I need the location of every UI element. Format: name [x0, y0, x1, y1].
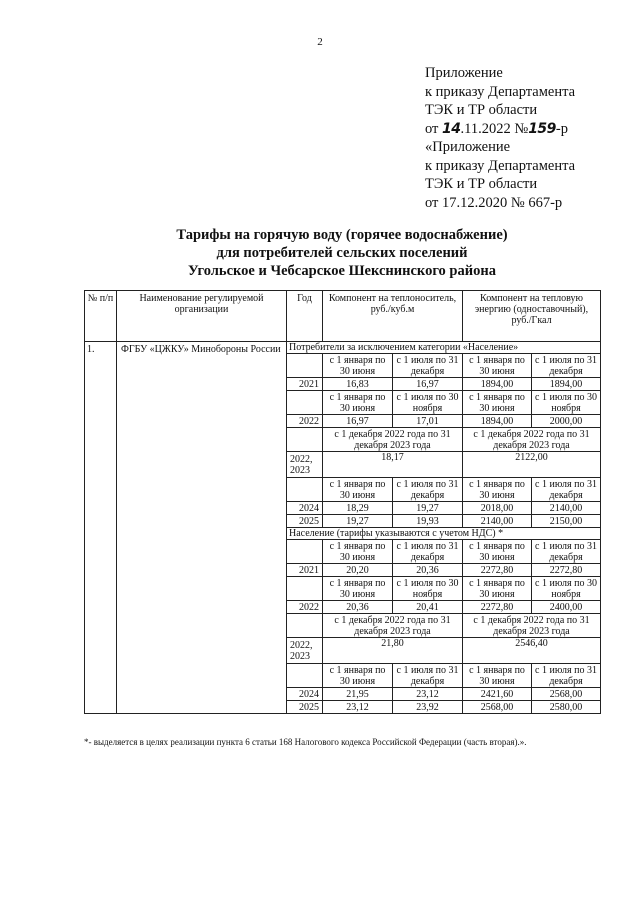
value-cell: 2140,00 — [463, 515, 532, 528]
value-cell: 21,80 — [323, 638, 463, 664]
period-cell: с 1 декабря 2022 года по 31 декабря 2023 года — [323, 428, 463, 452]
period-cell: с 1 января по 30 июня — [323, 577, 393, 601]
value-cell: 2000,00 — [532, 415, 601, 428]
appendix-line: к приказу Департамента — [425, 83, 576, 100]
handwritten-order-number: 159 — [528, 120, 556, 137]
value-cell: 2122,00 — [463, 452, 601, 478]
value-cell: 19,27 — [393, 502, 463, 515]
period-cell: с 1 июля по 31 декабря — [393, 664, 463, 688]
period-cell: с 1 января по 30 июня — [323, 664, 393, 688]
value-cell: 18,29 — [323, 502, 393, 515]
value-cell: 20,20 — [323, 564, 393, 577]
value-cell: 2018,00 — [463, 502, 532, 515]
year-cell: 2021 — [287, 564, 323, 577]
appendix-date-suffix: -р — [555, 120, 569, 137]
year-cell: 2025 — [287, 515, 323, 528]
period-cell: с 1 января по 30 июня — [323, 540, 393, 564]
year-cell: 2021 — [287, 378, 323, 391]
value-cell: 21,95 — [323, 688, 393, 701]
tariff-table — [84, 290, 601, 714]
year-cell — [287, 540, 323, 564]
period-cell: с 1 июля по 31 декабря — [532, 478, 601, 502]
year-cell: 2024 — [287, 688, 323, 701]
period-cell: с 1 января по 30 июня — [463, 391, 532, 415]
value-cell: 2272,80 — [463, 601, 532, 614]
header-energy-component: Компонент на тепловую энергию (одноставочный), руб./Гкал — [463, 291, 601, 342]
value-cell: 23,92 — [393, 701, 463, 714]
value-cell: 20,41 — [393, 601, 463, 614]
value-cell: 18,17 — [323, 452, 463, 478]
period-cell: с 1 января по 30 июня — [463, 664, 532, 688]
header-num: № п/п — [85, 291, 117, 342]
year-cell — [287, 614, 323, 638]
value-cell: 16,97 — [323, 415, 393, 428]
value-cell: 2272,80 — [532, 564, 601, 577]
value-cell: 23,12 — [323, 701, 393, 714]
period-cell: с 1 декабря 2022 года по 31 декабря 2023 года — [323, 614, 463, 638]
year-cell: 2022 — [287, 601, 323, 614]
year-cell — [287, 391, 323, 415]
handwritten-day: 14 — [442, 120, 461, 137]
year-cell — [287, 428, 323, 452]
period-cell: с 1 июля по 31 декабря — [532, 664, 601, 688]
period-cell: с 1 июля по 31 декабря — [393, 478, 463, 502]
title-line: Угольское и Чебсарское Шекснинского района — [188, 263, 496, 279]
appendix-block — [425, 64, 575, 212]
period-cell: с 1 января по 30 июня — [463, 478, 532, 502]
period-cell: с 1 января по 30 июня — [323, 478, 393, 502]
footnote: *- выделяется в целях реализации пункта 6 статьи 168 Налогового кодекса Российской Федерации (часть вторая).». — [84, 737, 527, 747]
value-cell: 2140,00 — [532, 502, 601, 515]
period-cell: с 1 июля по 31 декабря — [393, 354, 463, 378]
year-cell: 2022 — [287, 415, 323, 428]
title-line: для потребителей сельских поселений — [216, 245, 468, 261]
value-cell: 1894,00 — [463, 415, 532, 428]
page-number: 2 — [317, 36, 323, 48]
appendix-line: ТЭК и ТР области — [425, 102, 538, 118]
period-cell: с 1 января по 30 июня — [323, 354, 393, 378]
value-cell: 1894,00 — [532, 378, 601, 391]
value-cell: 2546,40 — [463, 638, 601, 664]
value-cell: 2421,60 — [463, 688, 532, 701]
appendix-line: «Приложение — [425, 139, 511, 155]
value-cell: 23,12 — [393, 688, 463, 701]
header-organization: Наименование регулируемой организации — [117, 291, 287, 342]
document-title — [0, 226, 640, 280]
appendix-date-prefix: от — [425, 120, 439, 137]
period-cell: с 1 июля по 31 декабря — [532, 354, 601, 378]
period-cell: с 1 июля по 31 декабря — [393, 540, 463, 564]
year-cell: 2022, 2023 — [287, 452, 323, 478]
period-cell: с 1 июля по 30 ноября — [532, 577, 601, 601]
category-label: Население (тарифы указываются с учетом НДС) * — [287, 528, 601, 540]
period-cell: с 1 декабря 2022 года по 31 декабря 2023 года — [463, 614, 601, 638]
value-cell: 2568,00 — [532, 688, 601, 701]
value-cell: 1894,00 — [463, 378, 532, 391]
category-label: Потребители за исключением категории «Население» — [287, 342, 601, 354]
value-cell: 16,97 — [393, 378, 463, 391]
organization-name: ФГБУ «ЦЖКУ» Минобороны России — [117, 342, 287, 714]
appendix-date-line — [425, 120, 575, 139]
appendix-line: Приложение — [425, 65, 503, 81]
appendix-date-mid: .11.2022 № — [460, 120, 529, 137]
title-line: Тарифы на горячую воду (горячее водоснабжение) — [176, 227, 508, 243]
value-cell: 2400,00 — [532, 601, 601, 614]
value-cell: 19,27 — [323, 515, 393, 528]
year-cell — [287, 478, 323, 502]
value-cell: 19,93 — [393, 515, 463, 528]
appendix-line: к приказу Департамента — [425, 157, 576, 174]
value-cell: 20,36 — [323, 601, 393, 614]
year-cell — [287, 664, 323, 688]
value-cell: 20,36 — [393, 564, 463, 577]
header-year: Год — [287, 291, 323, 342]
period-cell: с 1 июля по 30 ноября — [393, 577, 463, 601]
period-cell: с 1 июля по 31 декабря — [532, 540, 601, 564]
period-cell: с 1 января по 30 июня — [463, 354, 532, 378]
period-cell: с 1 января по 30 июня — [463, 540, 532, 564]
period-cell: с 1 декабря 2022 года по 31 декабря 2023 года — [463, 428, 601, 452]
period-cell: с 1 июля по 30 ноября — [393, 391, 463, 415]
period-cell: с 1 января по 30 июня — [323, 391, 393, 415]
year-cell — [287, 577, 323, 601]
value-cell: 2272,80 — [463, 564, 532, 577]
appendix-line: от 17.12.2020 № 667-р — [425, 194, 563, 211]
value-cell: 2150,00 — [532, 515, 601, 528]
year-cell — [287, 354, 323, 378]
period-cell: с 1 июля по 30 ноября — [532, 391, 601, 415]
year-cell: 2024 — [287, 502, 323, 515]
table-row — [85, 342, 601, 354]
value-cell: 2580,00 — [532, 701, 601, 714]
value-cell: 16,83 — [323, 378, 393, 391]
header-carrier-component: Компонент на теплоноситель, руб./куб.м — [323, 291, 463, 342]
value-cell: 2568,00 — [463, 701, 532, 714]
row-number: 1. — [85, 342, 117, 714]
table-header-row — [85, 291, 601, 342]
period-cell: с 1 января по 30 июня — [463, 577, 532, 601]
value-cell: 17,01 — [393, 415, 463, 428]
year-cell: 2025 — [287, 701, 323, 714]
appendix-line: ТЭК и ТР области — [425, 176, 538, 192]
year-cell: 2022, 2023 — [287, 638, 323, 664]
